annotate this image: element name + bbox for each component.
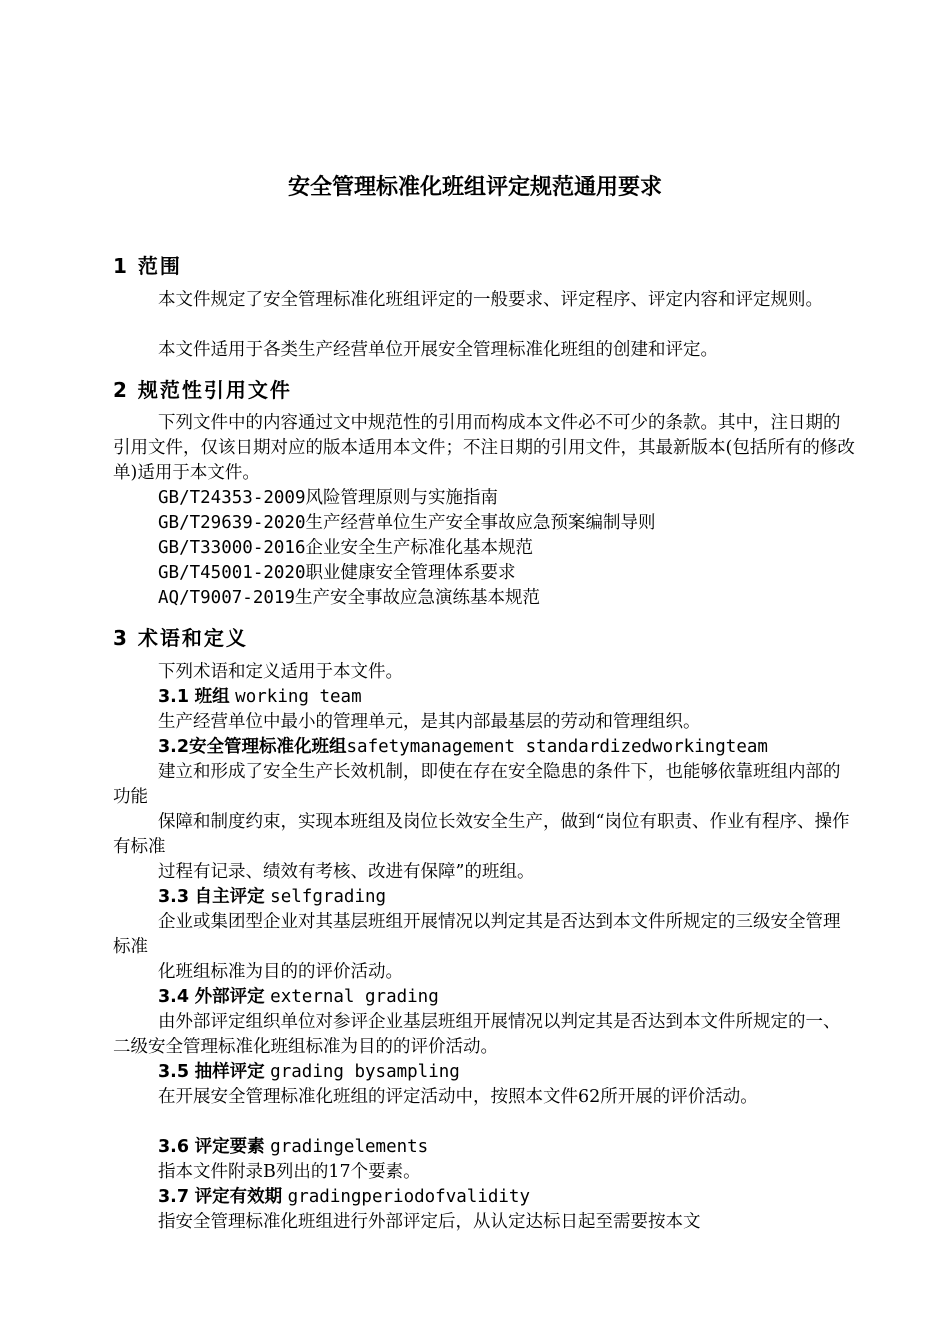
reference-title: 风险管理原则与实施指南	[305, 488, 499, 508]
reference-item	[158, 486, 498, 511]
reference-code: GB/T29639-2020	[158, 513, 306, 533]
section-2-paragraph-1: 下列文件中的内容通过文中规范性的引用而构成本文件必不可少的条款。其中，注日期的引用文件，仅该日期对应的版本适用本文件；不注日期的引用文件，其最新版本(包括所有的修改单)适用于本文件。	[113, 413, 855, 483]
reference-code: GB/T45001-2020	[158, 563, 306, 583]
term-3-7: 3.7 评定有效期 gradingperiodofvalidity	[158, 1187, 530, 1207]
term-3-3: 3.3 自主评定 selfgrading	[158, 887, 387, 907]
term-3-4: 3.4 外部评定 external grading	[158, 987, 439, 1007]
term-3-5: 3.5 抽样评定 grading bysampling	[158, 1062, 460, 1082]
term-3-2: 3.2安全管理标准化班组safetymanagement standardizedworkingteam	[158, 737, 768, 757]
term-3-2-definition-1: 建立和形成了安全生产长效机制，即使在存在安全隐患的条件下，也能够依靠班组内部的功能	[113, 762, 841, 807]
section-2-heading: 2 规范性引用文件	[113, 378, 292, 402]
reference-item	[158, 536, 533, 561]
reference-code: GB/T33000-2016	[158, 538, 306, 558]
term-3-7-definition: 指安全管理标准化班组进行外部评定后，从认定达标日起至需要按本文	[158, 1212, 701, 1232]
term-3-6: 3.6 评定要素 gradingelements	[158, 1137, 429, 1157]
section-3-intro: 下列术语和定义适用于本文件。	[158, 662, 403, 682]
reference-title: 生产安全事故应急演练基本规范	[294, 588, 540, 608]
term-3-6-definition: 指本文件附录B列出的17个要素。	[158, 1162, 421, 1182]
section-1-heading: 1 范围	[113, 254, 182, 278]
reference-title: 职业健康安全管理体系要求	[305, 563, 516, 583]
term-3-5-definition: 在开展安全管理标准化班组的评定活动中，按照本文件62所开展的评价活动。	[158, 1087, 758, 1107]
section-3-heading: 3 术语和定义	[113, 626, 248, 650]
reference-code: AQ/T9007-2019	[158, 588, 295, 608]
term-3-1: 3.1 班组 working team	[158, 687, 362, 707]
section-1-paragraph-2: 本文件适用于各类生产经营单位开展安全管理标准化班组的创建和评定。	[158, 340, 718, 360]
reference-title: 企业安全生产标准化基本规范	[305, 538, 534, 558]
reference-title: 生产经营单位生产安全事故应急预案编制导则	[305, 513, 656, 533]
term-3-3-definition-1: 企业或集团型企业对其基层班组开展情况以判定其是否达到本文件所规定的三级安全管理标准	[113, 912, 841, 957]
term-3-4-definition: 由外部评定组织单位对参评企业基层班组开展情况以判定其是否达到本文件所规定的一、二级安全管理标准化班组标准为目的的评价活动。	[113, 1012, 841, 1057]
reference-code: GB/T24353-2009	[158, 488, 306, 508]
term-3-2-definition-2: 保障和制度约束，实现本班组及岗位长效安全生产，做到“岗位有职责、作业有程序、操作有标准	[113, 812, 850, 857]
reference-item	[158, 511, 656, 536]
reference-item	[158, 561, 516, 586]
reference-item	[158, 586, 540, 611]
term-3-3-definition-2: 化班组标准为目的的评价活动。	[158, 962, 403, 982]
term-3-1-definition: 生产经营单位中最小的管理单元，是其内部最基层的劳动和管理组织。	[158, 712, 701, 732]
term-3-2-definition-3: 过程有记录、绩效有考核、改进有保障”的班组。	[158, 862, 535, 882]
section-1-paragraph-1: 本文件规定了安全管理标准化班组评定的一般要求、评定程序、评定内容和评定规则。	[158, 290, 823, 310]
document-title: 安全管理标准化班组评定规范通用要求	[287, 175, 662, 200]
